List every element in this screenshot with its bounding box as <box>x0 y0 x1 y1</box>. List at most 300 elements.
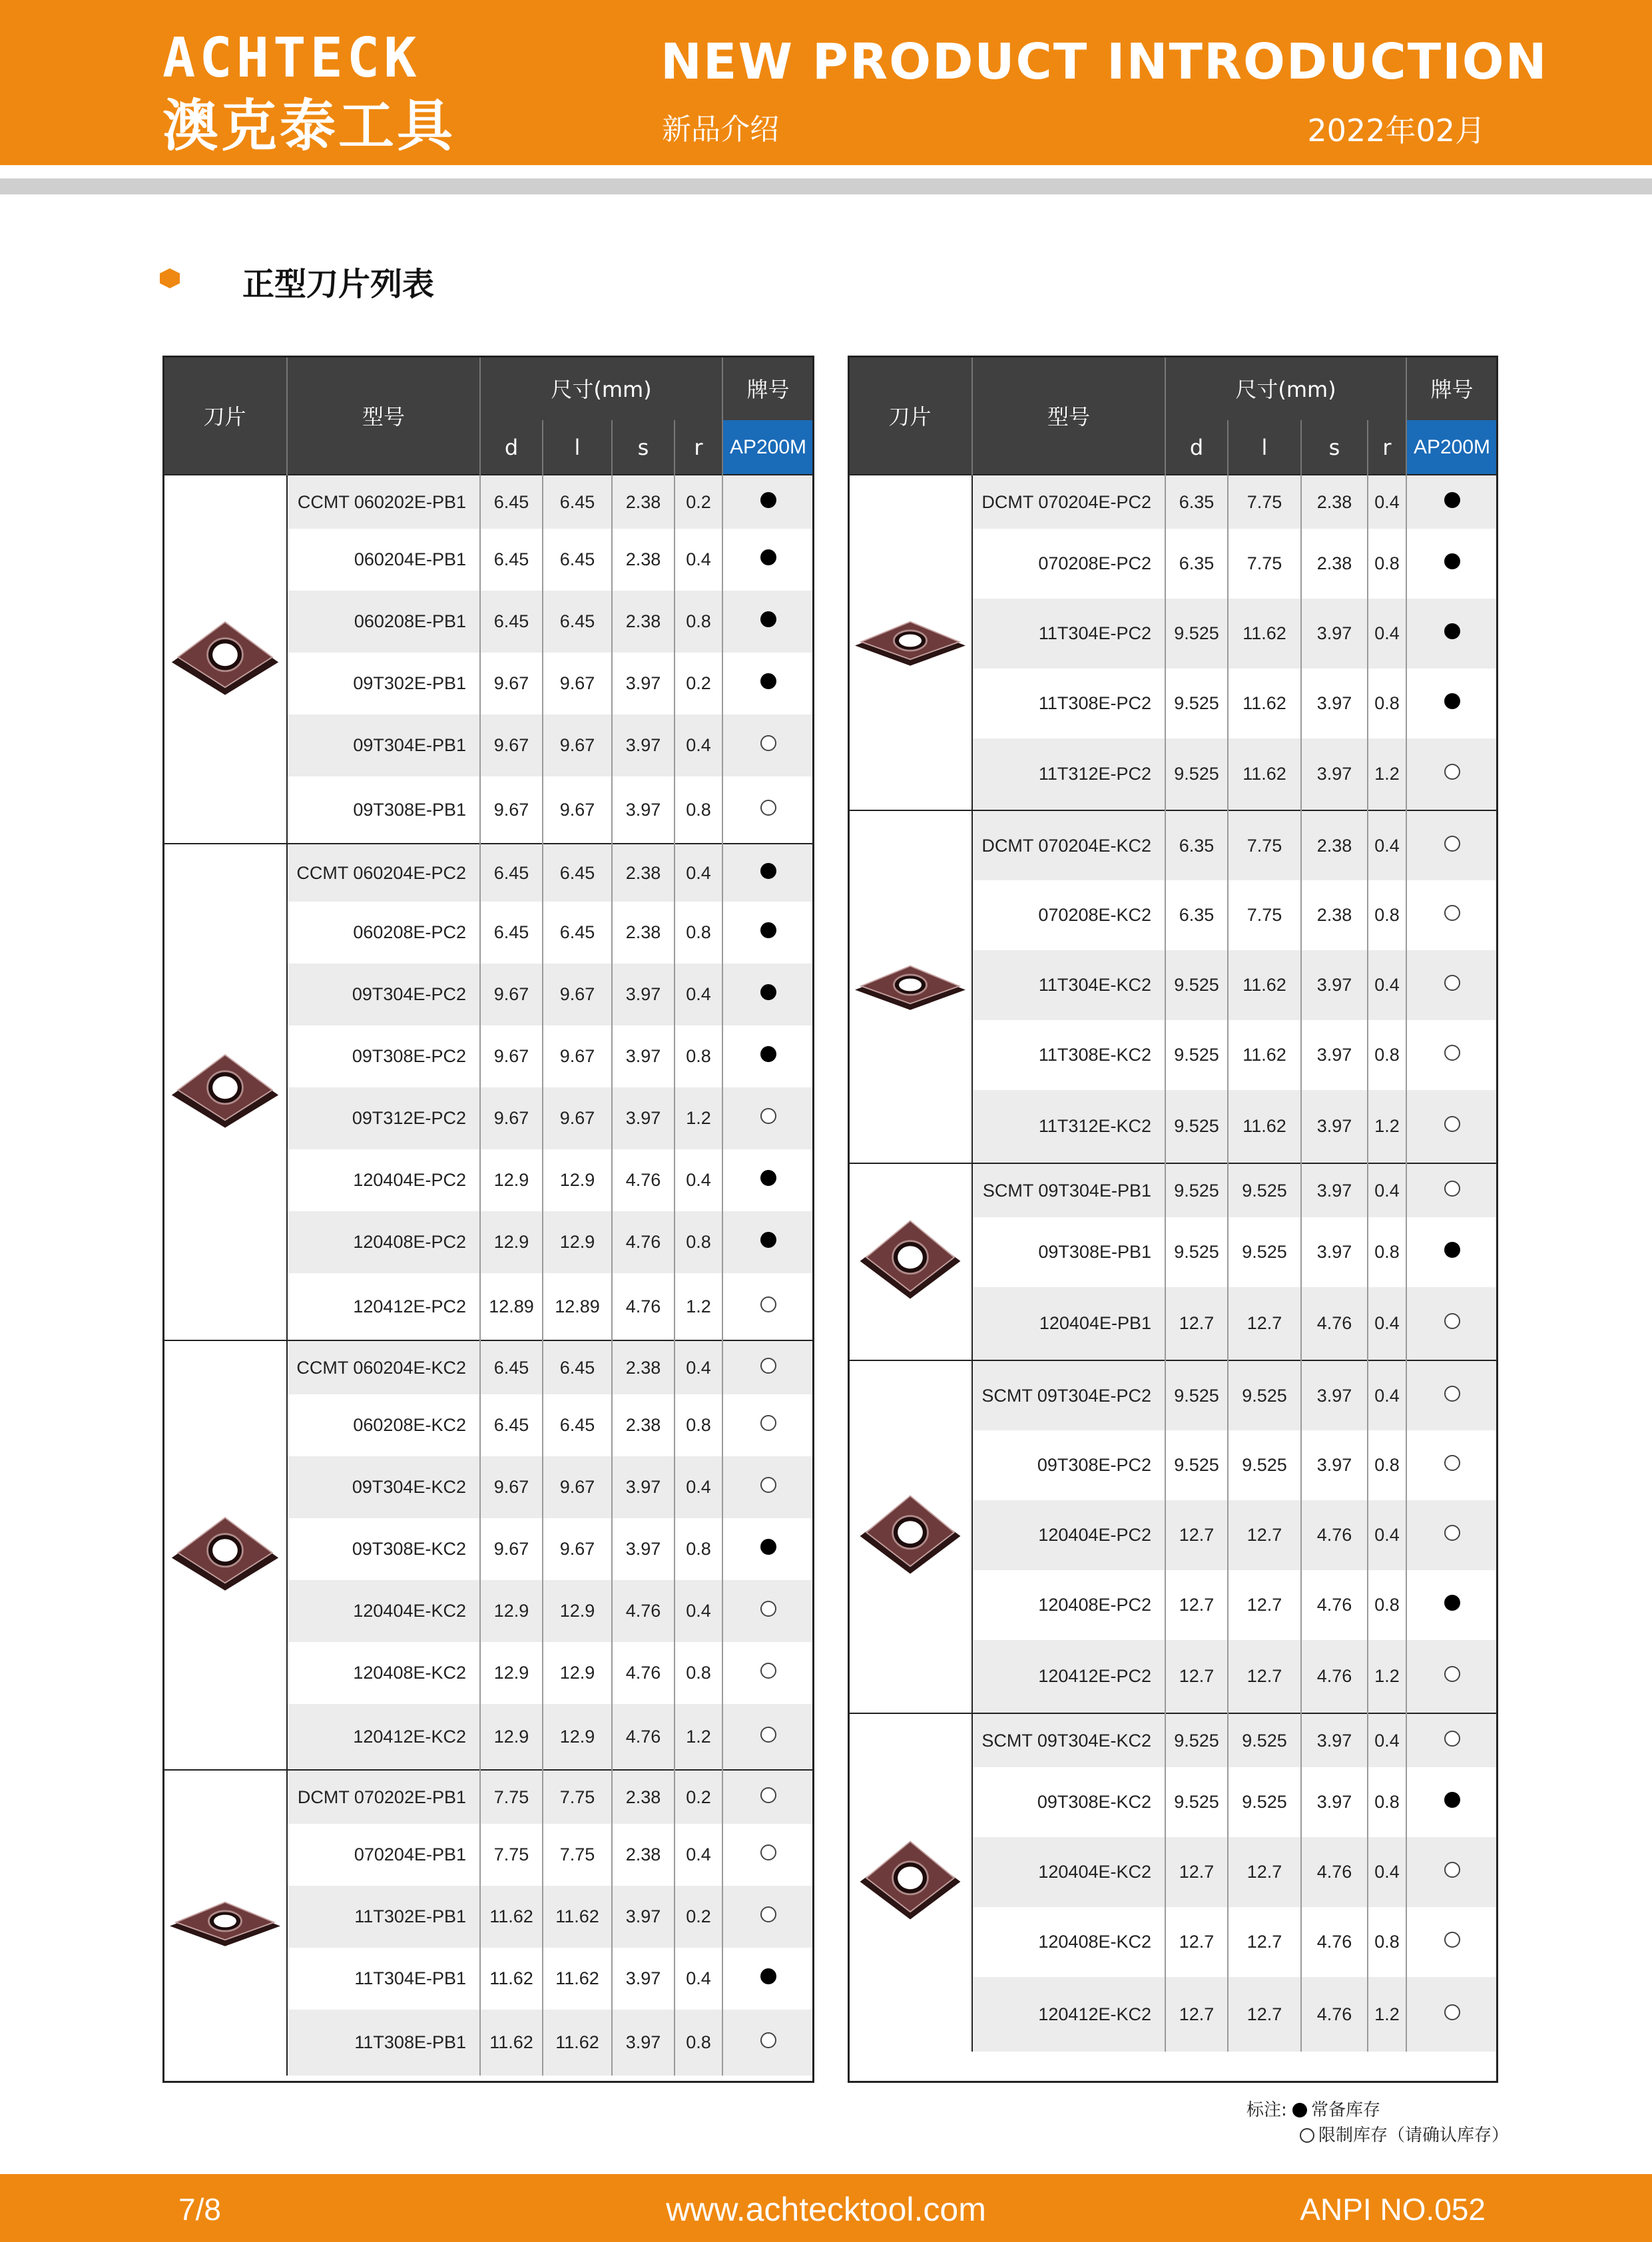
filled-stock-dot-icon <box>760 863 776 879</box>
anpi-number: ANPI NO.052 <box>1300 2192 1486 2227</box>
s-value-cell: 3.97 <box>1301 1217 1368 1287</box>
r-value-cell: 1.2 <box>1368 1977 1406 2052</box>
header-insert: 刀片 <box>163 356 287 475</box>
r-value-cell: 0.2 <box>675 475 722 529</box>
stock-cell <box>722 1824 813 1886</box>
stock-cell <box>722 844 813 902</box>
d-value-cell: 11.62 <box>480 1886 543 1948</box>
table-row <box>848 1713 1497 1767</box>
website-link[interactable]: www.achtecktool.com <box>666 2191 986 2228</box>
r-value-cell: 1.2 <box>675 1273 722 1340</box>
table-row <box>163 1770 813 1824</box>
open-stock-dot-icon <box>760 735 776 751</box>
insert-image-cell <box>163 1340 287 1770</box>
r-value-cell: 0.4 <box>675 1580 722 1642</box>
s-value-cell: 3.97 <box>1301 1713 1368 1767</box>
header-d: d <box>1165 420 1228 475</box>
s-value-cell: 4.76 <box>1301 1640 1368 1713</box>
header-s: s <box>1301 420 1368 475</box>
model-cell: 120404E-PC2 <box>972 1500 1165 1570</box>
d-value-cell: 9.67 <box>480 1025 543 1087</box>
insert-image-cell <box>163 844 287 1340</box>
r-value-cell: 0.8 <box>1368 1430 1406 1500</box>
table-row <box>848 475 1497 529</box>
header-size: 尺寸(mm) <box>480 356 722 420</box>
stock-legend <box>1246 2098 1509 2148</box>
open-stock-dot-icon <box>760 800 776 816</box>
s-value-cell: 3.97 <box>612 653 675 714</box>
r-value-cell: 0.4 <box>675 964 722 1025</box>
s-value-cell: 3.97 <box>1301 950 1368 1020</box>
table-row <box>848 1163 1497 1217</box>
l-value-cell: 11.62 <box>543 1948 612 2010</box>
insert-image-cell <box>163 475 287 844</box>
model-cell: 11T304E-PB1 <box>287 1948 480 2010</box>
l-value-cell: 9.67 <box>543 714 612 776</box>
l-value-cell: 12.7 <box>1228 1287 1301 1360</box>
r-value-cell: 0.4 <box>675 844 722 902</box>
model-cell: CCMT 060204E-PC2 <box>287 844 480 902</box>
stock-cell <box>1406 1163 1497 1217</box>
d-value-cell: 12.7 <box>1165 1287 1228 1360</box>
model-cell: 11T312E-PC2 <box>972 738 1165 810</box>
d-value-cell: 9.525 <box>1165 950 1228 1020</box>
stock-cell <box>1406 1217 1497 1287</box>
filled-stock-dot-icon <box>760 1539 776 1555</box>
open-stock-dot-icon <box>1444 1932 1460 1948</box>
stock-cell <box>1406 1767 1497 1837</box>
d-value-cell: 9.525 <box>1165 1020 1228 1090</box>
insert-image-cell <box>848 810 972 1163</box>
model-cell: 09T304E-PC2 <box>287 964 480 1025</box>
d-value-cell: 6.45 <box>480 591 543 653</box>
l-value-cell: 12.7 <box>1228 1837 1301 1907</box>
s-value-cell: 2.38 <box>612 1824 675 1886</box>
open-stock-dot-icon <box>1444 2004 1460 2020</box>
right-insert-table <box>848 356 1497 2052</box>
r-value-cell: 0.4 <box>675 1149 722 1211</box>
open-stock-dot-icon <box>760 1844 776 1860</box>
stock-cell <box>722 1886 813 1948</box>
s-value-cell: 4.76 <box>1301 1977 1368 2052</box>
d-value-cell: 9.67 <box>480 964 543 1025</box>
model-cell: 09T302E-PB1 <box>287 653 480 714</box>
r-value-cell: 0.8 <box>675 1518 722 1580</box>
open-stock-dot-icon <box>1444 975 1460 991</box>
open-stock-dot-icon <box>1444 905 1460 921</box>
s-value-cell: 4.76 <box>1301 1500 1368 1570</box>
header-s: s <box>612 420 675 475</box>
stock-cell <box>722 776 813 844</box>
l-value-cell: 12.7 <box>1228 1640 1301 1713</box>
scmt-pc2-insert-icon <box>854 1563 967 1583</box>
header-grade: AP200M <box>722 420 813 475</box>
model-cell: 070208E-PC2 <box>972 529 1165 599</box>
s-value-cell: 3.97 <box>612 1948 675 2010</box>
r-value-cell: 0.4 <box>1368 950 1406 1020</box>
model-cell: 11T312E-KC2 <box>972 1090 1165 1163</box>
filled-stock-dot-icon <box>1444 1242 1460 1258</box>
filled-dot-icon <box>1292 2103 1307 2117</box>
model-cell: 09T308E-KC2 <box>287 1518 480 1580</box>
header-model: 型号 <box>972 356 1165 475</box>
s-value-cell: 2.38 <box>1301 810 1368 880</box>
l-value-cell: 9.525 <box>1228 1713 1301 1767</box>
stock-cell <box>1406 1977 1497 2052</box>
stock-cell <box>722 1456 813 1518</box>
filled-stock-dot-icon <box>760 492 776 508</box>
model-cell: 120408E-KC2 <box>287 1642 480 1704</box>
d-value-cell: 12.7 <box>1165 1500 1228 1570</box>
r-value-cell: 1.2 <box>1368 1090 1406 1163</box>
stock-cell <box>1406 1090 1497 1163</box>
s-value-cell: 3.97 <box>612 1025 675 1087</box>
stock-cell <box>722 653 813 714</box>
filled-stock-dot-icon <box>760 1046 776 1062</box>
l-value-cell: 9.67 <box>543 964 612 1025</box>
s-value-cell: 4.76 <box>1301 1837 1368 1907</box>
header-brand: 牌号 <box>722 356 813 420</box>
model-cell: 120408E-PC2 <box>972 1570 1165 1640</box>
header-d: d <box>480 420 543 475</box>
model-cell: 120404E-PC2 <box>287 1149 480 1211</box>
r-value-cell: 0.8 <box>1368 1020 1406 1090</box>
d-value-cell: 9.67 <box>480 1518 543 1580</box>
open-stock-dot-icon <box>1444 836 1460 852</box>
stock-cell <box>1406 1907 1497 1977</box>
open-stock-dot-icon <box>760 1906 776 1922</box>
d-value-cell: 6.45 <box>480 902 543 964</box>
model-cell: 120412E-PC2 <box>972 1640 1165 1713</box>
r-value-cell: 0.8 <box>675 1642 722 1704</box>
model-cell: 060208E-PB1 <box>287 591 480 653</box>
d-value-cell: 12.7 <box>1165 1837 1228 1907</box>
header-r: r <box>1368 420 1406 475</box>
filled-stock-dot-icon <box>760 1968 776 1984</box>
r-value-cell: 0.4 <box>1368 1163 1406 1217</box>
l-value-cell: 12.9 <box>543 1211 612 1273</box>
table-row <box>163 1340 813 1394</box>
model-cell: 120408E-KC2 <box>972 1907 1165 1977</box>
model-cell: DCMT 070202E-PB1 <box>287 1770 480 1824</box>
r-value-cell: 0.4 <box>1368 1837 1406 1907</box>
filled-stock-dot-icon <box>1444 553 1460 569</box>
footer-bar <box>0 2174 1652 2242</box>
l-value-cell: 9.525 <box>1228 1360 1301 1430</box>
r-value-cell: 0.4 <box>675 1456 722 1518</box>
s-value-cell: 3.97 <box>612 1886 675 1948</box>
s-value-cell: 2.38 <box>612 1770 675 1824</box>
filled-stock-dot-icon <box>760 1170 776 1186</box>
model-cell: 09T304E-KC2 <box>287 1456 480 1518</box>
r-value-cell: 1.2 <box>1368 738 1406 810</box>
d-value-cell: 9.525 <box>1165 1713 1228 1767</box>
model-cell: 120408E-PC2 <box>287 1211 480 1273</box>
open-stock-dot-icon <box>760 1727 776 1743</box>
open-stock-dot-icon <box>760 1787 776 1803</box>
s-value-cell: 3.97 <box>612 1456 675 1518</box>
stock-cell <box>1406 1500 1497 1570</box>
r-value-cell: 0.2 <box>675 1770 722 1824</box>
model-cell: 120412E-KC2 <box>972 1977 1165 2052</box>
stock-cell <box>1406 1837 1497 1907</box>
r-value-cell: 0.4 <box>1368 1500 1406 1570</box>
d-value-cell: 12.9 <box>480 1149 543 1211</box>
s-value-cell: 3.97 <box>612 776 675 844</box>
header-l: l <box>1228 420 1301 475</box>
open-stock-dot-icon <box>1444 1116 1460 1132</box>
l-value-cell: 11.62 <box>1228 1020 1301 1090</box>
d-value-cell: 9.525 <box>1165 1360 1228 1430</box>
d-value-cell: 9.525 <box>1165 1217 1228 1287</box>
model-cell: 120404E-KC2 <box>972 1837 1165 1907</box>
l-value-cell: 9.525 <box>1228 1163 1301 1217</box>
d-value-cell: 9.525 <box>1165 599 1228 669</box>
scmt-kc2-insert-icon <box>854 1908 967 1928</box>
l-value-cell: 12.9 <box>543 1580 612 1642</box>
open-stock-dot-icon <box>760 1415 776 1431</box>
stock-cell <box>722 1340 813 1394</box>
legend-filled-text: 常备库存 <box>1311 2100 1381 2120</box>
model-cell: 11T308E-PC2 <box>972 669 1165 738</box>
d-value-cell: 9.525 <box>1165 1767 1228 1837</box>
r-value-cell: 0.8 <box>675 2010 722 2076</box>
d-value-cell: 9.67 <box>480 776 543 844</box>
r-value-cell: 0.8 <box>675 902 722 964</box>
s-value-cell: 3.97 <box>1301 669 1368 738</box>
l-value-cell: 6.45 <box>543 844 612 902</box>
d-value-cell: 6.45 <box>480 1340 543 1394</box>
legend-label: 标注: <box>1246 2100 1287 2120</box>
l-value-cell: 7.75 <box>543 1770 612 1824</box>
l-value-cell: 6.45 <box>543 1340 612 1394</box>
model-cell: 11T308E-PB1 <box>287 2010 480 2076</box>
l-value-cell: 6.45 <box>543 1394 612 1456</box>
open-stock-dot-icon <box>1444 1313 1460 1329</box>
filled-stock-dot-icon <box>1444 1792 1460 1808</box>
d-value-cell: 12.9 <box>480 1211 543 1273</box>
l-value-cell: 7.75 <box>1228 810 1301 880</box>
d-value-cell: 9.525 <box>1165 1090 1228 1163</box>
l-value-cell: 9.67 <box>543 653 612 714</box>
r-value-cell: 0.2 <box>675 1886 722 1948</box>
model-cell: 060208E-PC2 <box>287 902 480 964</box>
d-value-cell: 11.62 <box>480 1948 543 2010</box>
stock-cell <box>722 1704 813 1770</box>
stock-cell <box>722 529 813 591</box>
stock-cell <box>1406 1640 1497 1713</box>
s-value-cell: 4.76 <box>1301 1907 1368 1977</box>
l-value-cell: 11.62 <box>1228 669 1301 738</box>
l-value-cell: 12.89 <box>543 1273 612 1340</box>
stock-cell <box>1406 1287 1497 1360</box>
stock-cell <box>1406 880 1497 950</box>
model-cell: 11T304E-PC2 <box>972 599 1165 669</box>
d-value-cell: 9.67 <box>480 1087 543 1149</box>
r-value-cell: 0.8 <box>1368 1907 1406 1977</box>
l-value-cell: 9.67 <box>543 1456 612 1518</box>
d-value-cell: 12.9 <box>480 1704 543 1770</box>
model-cell: 11T302E-PB1 <box>287 1886 480 1948</box>
l-value-cell: 6.45 <box>543 902 612 964</box>
r-value-cell: 0.4 <box>1368 599 1406 669</box>
l-value-cell: 6.45 <box>543 529 612 591</box>
model-cell: 070208E-KC2 <box>972 880 1165 950</box>
l-value-cell: 9.525 <box>1228 1217 1301 1287</box>
l-value-cell: 6.45 <box>543 475 612 529</box>
model-cell: SCMT 09T304E-PC2 <box>972 1360 1165 1430</box>
s-value-cell: 4.76 <box>612 1580 675 1642</box>
s-value-cell: 2.38 <box>612 475 675 529</box>
l-value-cell: 12.9 <box>543 1704 612 1770</box>
d-value-cell: 12.9 <box>480 1642 543 1704</box>
open-stock-dot-icon <box>760 1477 776 1493</box>
model-cell: 11T304E-KC2 <box>972 950 1165 1020</box>
stock-cell <box>722 1025 813 1087</box>
d-value-cell: 9.525 <box>1165 1430 1228 1500</box>
s-value-cell: 4.76 <box>1301 1570 1368 1640</box>
l-value-cell: 7.75 <box>1228 475 1301 529</box>
insert-image-cell <box>848 1713 972 2052</box>
l-value-cell: 7.75 <box>543 1824 612 1886</box>
stock-cell <box>722 902 813 964</box>
s-value-cell: 4.76 <box>612 1704 675 1770</box>
s-value-cell: 2.38 <box>612 902 675 964</box>
l-value-cell: 12.7 <box>1228 1500 1301 1570</box>
l-value-cell: 11.62 <box>1228 1090 1301 1163</box>
stock-cell <box>722 1948 813 2010</box>
r-value-cell: 0.4 <box>675 1824 722 1886</box>
ccmt-pb1-insert-icon <box>168 685 282 705</box>
l-value-cell: 11.62 <box>1228 950 1301 1020</box>
s-value-cell: 2.38 <box>1301 529 1368 599</box>
dcmt-kc2-insert-icon <box>854 1013 967 1033</box>
r-value-cell: 0.4 <box>1368 1287 1406 1360</box>
l-value-cell: 11.62 <box>1228 738 1301 810</box>
table-row <box>848 810 1497 880</box>
d-value-cell: 6.45 <box>480 844 543 902</box>
s-value-cell: 4.76 <box>612 1149 675 1211</box>
r-value-cell: 1.2 <box>1368 1640 1406 1713</box>
stock-cell <box>1406 475 1497 529</box>
r-value-cell: 0.8 <box>1368 669 1406 738</box>
header-bar <box>0 0 1652 165</box>
d-value-cell: 12.7 <box>1165 1977 1228 2052</box>
d-value-cell: 6.35 <box>1165 529 1228 599</box>
r-value-cell: 0.8 <box>1368 1767 1406 1837</box>
stock-cell <box>722 1580 813 1642</box>
s-value-cell: 3.97 <box>1301 1020 1368 1090</box>
r-value-cell: 1.2 <box>675 1704 722 1770</box>
d-value-cell: 6.35 <box>1165 880 1228 950</box>
header-date: 2022年02月 <box>1307 113 1486 148</box>
model-cell: 09T308E-PB1 <box>972 1217 1165 1287</box>
insert-image-cell <box>163 1770 287 2076</box>
d-value-cell: 9.67 <box>480 714 543 776</box>
header-model: 型号 <box>287 356 480 475</box>
table-row <box>163 475 813 529</box>
model-cell: 120404E-PB1 <box>972 1287 1165 1360</box>
s-value-cell: 4.76 <box>1301 1287 1368 1360</box>
d-value-cell: 6.45 <box>480 529 543 591</box>
open-stock-dot-icon <box>1444 1525 1460 1541</box>
d-value-cell: 6.35 <box>1165 810 1228 880</box>
s-value-cell: 3.97 <box>612 964 675 1025</box>
model-cell: 060204E-PB1 <box>287 529 480 591</box>
ccmt-pc2-insert-icon <box>168 1118 282 1138</box>
dcmt-pb1-insert-icon <box>168 1949 282 1969</box>
header-brand: 牌号 <box>1406 356 1497 420</box>
open-stock-dot-icon <box>1444 1731 1460 1747</box>
r-value-cell: 0.4 <box>675 1340 722 1394</box>
model-cell: 120412E-KC2 <box>287 1704 480 1770</box>
stock-cell <box>722 2010 813 2076</box>
open-stock-dot-icon <box>760 1663 776 1679</box>
l-value-cell: 9.67 <box>543 1025 612 1087</box>
open-dot-icon <box>1300 2128 1314 2143</box>
left-insert-table <box>163 356 813 2076</box>
r-value-cell: 0.8 <box>675 776 722 844</box>
l-value-cell: 11.62 <box>543 1886 612 1948</box>
s-value-cell: 3.97 <box>612 2010 675 2076</box>
section-bullet-icon <box>160 268 180 288</box>
s-value-cell: 2.38 <box>612 529 675 591</box>
s-value-cell: 4.76 <box>612 1273 675 1340</box>
r-value-cell: 0.8 <box>1368 529 1406 599</box>
model-cell: 09T308E-KC2 <box>972 1767 1165 1837</box>
d-value-cell: 7.75 <box>480 1770 543 1824</box>
stock-cell <box>1406 810 1497 880</box>
stock-cell <box>722 964 813 1025</box>
stock-cell <box>1406 950 1497 1020</box>
r-value-cell: 0.4 <box>1368 1360 1406 1430</box>
stock-cell <box>1406 1020 1497 1090</box>
s-value-cell: 3.97 <box>1301 1767 1368 1837</box>
model-cell: 070204E-PB1 <box>287 1824 480 1886</box>
stock-cell <box>722 591 813 653</box>
header-grade: AP200M <box>1406 420 1497 475</box>
r-value-cell: 0.4 <box>675 529 722 591</box>
header-r: r <box>675 420 722 475</box>
s-value-cell: 2.38 <box>612 591 675 653</box>
s-value-cell: 2.38 <box>612 1340 675 1394</box>
l-value-cell: 11.62 <box>1228 599 1301 669</box>
stock-cell <box>722 1087 813 1149</box>
brand-logo-cn: 澳克泰工具 <box>162 93 456 158</box>
header-divider <box>0 178 1652 194</box>
model-cell: SCMT 09T304E-PB1 <box>972 1163 1165 1217</box>
header-title: NEW PRODUCT INTRODUCTION <box>661 33 1548 91</box>
brand-logo-en: ACHTECK <box>162 27 421 90</box>
dcmt-pc2-insert-icon <box>854 669 967 689</box>
d-value-cell: 12.9 <box>480 1580 543 1642</box>
stock-cell <box>1406 669 1497 738</box>
open-stock-dot-icon <box>760 2032 776 2048</box>
stock-cell <box>1406 1713 1497 1767</box>
model-cell: 11T308E-KC2 <box>972 1020 1165 1090</box>
r-value-cell: 0.4 <box>675 1948 722 2010</box>
s-value-cell: 4.76 <box>612 1642 675 1704</box>
stock-cell <box>722 475 813 529</box>
open-stock-dot-icon <box>1444 1666 1460 1682</box>
l-value-cell: 6.45 <box>543 591 612 653</box>
r-value-cell: 0.4 <box>1368 475 1406 529</box>
header-subtitle: 新品介绍 <box>662 113 779 146</box>
model-cell: SCMT 09T304E-KC2 <box>972 1713 1165 1767</box>
model-cell: 09T312E-PC2 <box>287 1087 480 1149</box>
header-size: 尺寸(mm) <box>1165 356 1406 420</box>
d-value-cell: 9.67 <box>480 1456 543 1518</box>
